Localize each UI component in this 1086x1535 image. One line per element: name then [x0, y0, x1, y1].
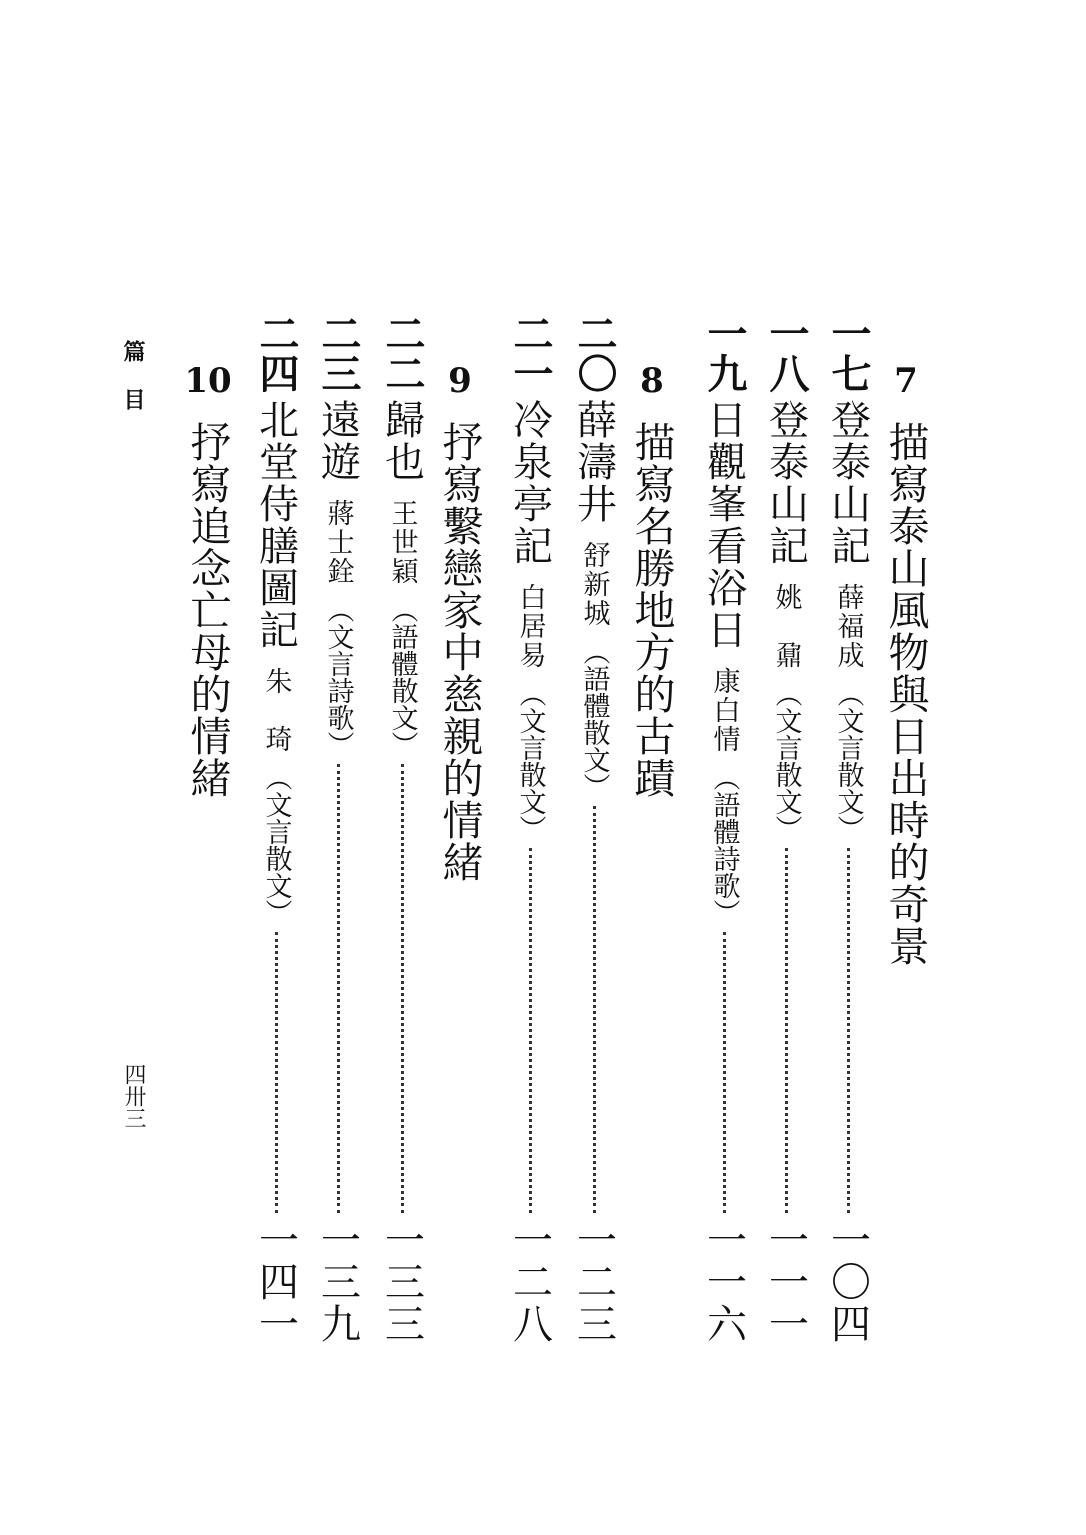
entry-number: 一九 [701, 313, 748, 393]
toc-entry[interactable] [500, 313, 560, 1345]
section-title: 抒寫繫戀家中慈親的情緒 [435, 421, 484, 883]
folio-number: 四卅三 [121, 1063, 146, 1129]
entry-genre: （文言散文） [770, 680, 802, 842]
toc-entry[interactable] [694, 313, 754, 1345]
entry-title: 遠遊 [314, 399, 361, 483]
entry-genre: （文言散文） [260, 764, 292, 926]
entry-title: 北堂侍膳圖記 [252, 399, 299, 651]
entry-page: 一三三 [378, 1219, 425, 1345]
section-9 [432, 345, 488, 883]
entry-genre: （語體散文） [386, 596, 418, 758]
entry-author: 薛福成 [832, 583, 864, 670]
entry-genre: （語體散文） [578, 638, 610, 800]
entry-page: 一三九 [314, 1219, 361, 1345]
section-10 [180, 345, 236, 799]
entry-number: 一八 [763, 313, 810, 393]
entry-number: 二四 [253, 313, 300, 393]
entry-number: 二一 [507, 313, 554, 393]
leader-dots [275, 932, 278, 1213]
entry-page: 一〇四 [824, 1219, 871, 1345]
entry-page: 一二三 [570, 1219, 617, 1345]
toc-entry[interactable] [756, 313, 816, 1345]
entry-title: 冷泉亭記 [506, 399, 553, 567]
leader-dots [337, 764, 340, 1213]
entry-title: 薛濤井 [570, 399, 617, 525]
leader-dots [723, 932, 726, 1213]
toc-entry[interactable] [308, 313, 368, 1345]
running-header: 篇 目 [120, 340, 146, 410]
toc-entry[interactable] [818, 313, 878, 1345]
leader-dots [593, 806, 596, 1213]
entry-author: 王世穎 [386, 499, 418, 586]
entry-genre: （文言詩歌） [322, 596, 354, 758]
entry-title: 日觀峯看浴日 [700, 399, 747, 651]
toc-entry[interactable] [372, 313, 432, 1345]
section-number: 8 [640, 361, 664, 401]
entry-number: 二〇 [571, 313, 618, 393]
leader-dots [529, 848, 532, 1213]
entry-author: 朱 琦 [260, 667, 292, 754]
entry-title: 登泰山記 [824, 399, 871, 567]
entry-genre: （文言散文） [832, 680, 864, 842]
entry-author: 蔣士銓 [322, 499, 354, 586]
section-title: 描寫名勝地方的古蹟 [627, 421, 676, 799]
leader-dots [401, 764, 404, 1213]
entry-number: 二二 [379, 313, 426, 393]
entry-page: 一四一 [252, 1219, 299, 1345]
entry-genre: （語體詩歌） [708, 764, 740, 926]
entry-author: 康白情 [708, 667, 740, 754]
entry-title: 歸也 [378, 399, 425, 483]
entry-title: 登泰山記 [762, 399, 809, 567]
leader-dots [847, 848, 850, 1213]
entry-author: 舒新城 [578, 541, 610, 628]
section-title: 抒寫追念亡母的情緒 [183, 421, 232, 799]
entry-page: 一二八 [506, 1219, 553, 1345]
entry-number: 一七 [825, 313, 872, 393]
entry-author: 白居易 [514, 583, 546, 670]
section-number: 7 [894, 361, 918, 401]
section-number: 10 [184, 361, 232, 401]
section-7 [878, 345, 934, 967]
entry-page: 一一一 [762, 1219, 809, 1345]
entry-author: 姚 鼐 [770, 583, 802, 670]
toc-entry[interactable] [564, 313, 624, 1345]
entry-number: 二三 [315, 313, 362, 393]
entry-genre: （文言散文） [514, 680, 546, 842]
section-8 [624, 345, 680, 799]
entry-page: 一一六 [700, 1219, 747, 1345]
leader-dots [785, 848, 788, 1213]
section-number: 9 [448, 361, 472, 401]
toc-entry[interactable] [246, 313, 306, 1345]
section-title: 描寫泰山風物與日出時的奇景 [881, 421, 930, 967]
